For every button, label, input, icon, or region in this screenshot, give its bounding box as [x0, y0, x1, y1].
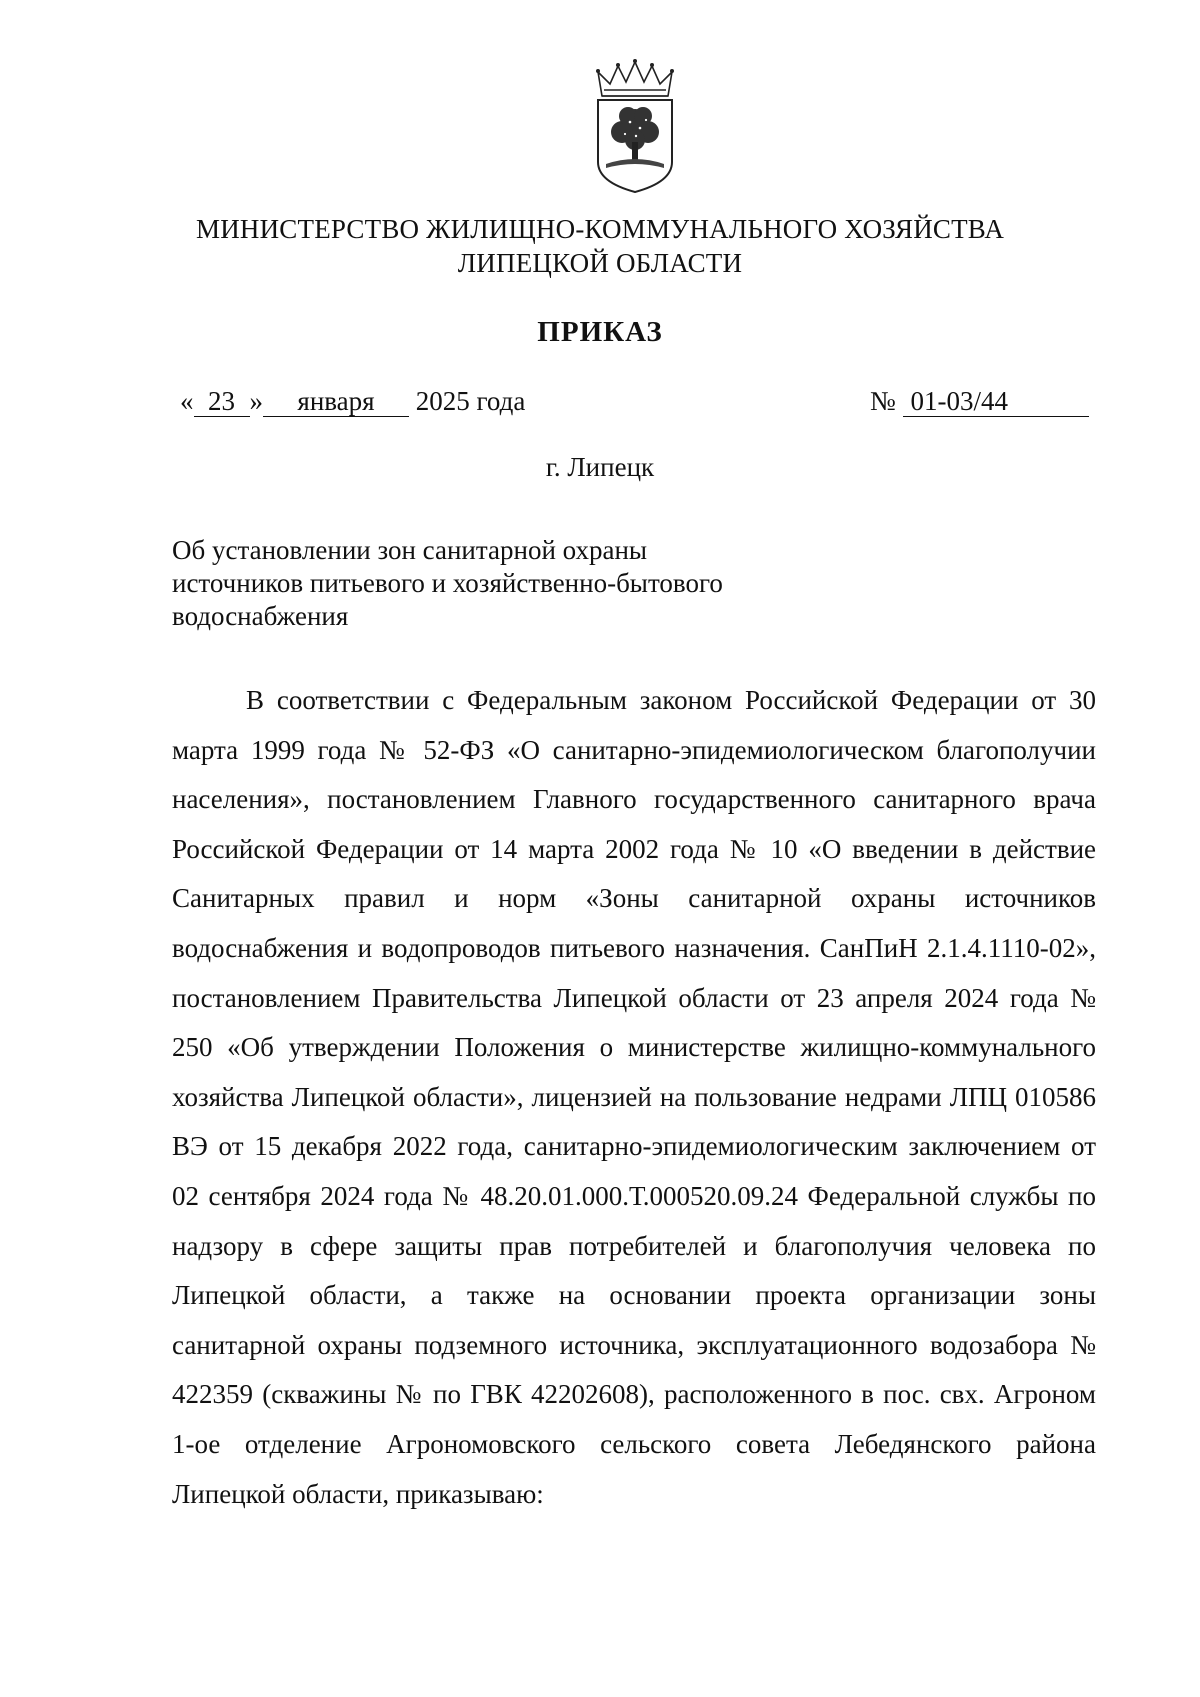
order-date [180, 384, 525, 418]
order-subject [172, 534, 792, 633]
order-number [870, 384, 1089, 418]
date-day: 23 [194, 386, 250, 417]
date-close-quote: » [249, 386, 263, 416]
ministry-name [150, 212, 1050, 280]
number-value: 01-03/44 [903, 386, 1089, 417]
document-type-title: ПРИКАЗ [537, 316, 663, 348]
subject-line3: водоснабжения [172, 601, 349, 631]
subject-line1: Об установлении зон санитарной охраны [172, 535, 648, 565]
date-year: 2025 года [415, 386, 526, 416]
date-month: января [263, 386, 409, 417]
ministry-name-line1: МИНИСТЕРСТВО ЖИЛИЩНО-КОММУНАЛЬНОГО ХОЗЯЙСТВА [195, 214, 1005, 244]
subject-line2: источников питьевого и хозяйственно-бытового [172, 568, 723, 598]
coat-of-arms-icon [592, 58, 678, 196]
order-body-paragraph: В соответствии с Федеральным законом Российской Федерации от 30 марта 1999 года № 52-ФЗ «О санитарно-эпидемиологическом благополучии населения», постановлением Главного государственного санитарного врача Российской Федерации от 14 марта 2002 года № 10 «О введении в действие Санитарных правил и норм «Зоны санитарной охраны источников водоснабжения и водопроводов питьевого назначения. СанПиН 2.1.4.1110-02», постановлением Правительства Липецкой области от 23 апреля 2024 года № 250 «Об утверждении Положения о министерстве жилищно-коммунального хозяйства Липецкой области», лицензией на пользование недрами ЛПЦ 010586 ВЭ от 15 декабря 2022 года, санитарно-эпидемиологическим заключением от 02 сентября 2024 года № 48.20.01.000.Т.000520.09.24 Федеральной службы по надзору в сфере защиты прав потребителей и благополучия человека по Липецкой области, а также на основании проекта организации зоны санитарной охраны подземного источника, эксплуатационного водозабора № 422359 (скважины № по ГВК 42202608), расположенного в пос. свх. Агроном 1-ое отделение Агрономовского сельского совета Лебедянского района Липецкой области, приказываю: [172, 685, 1096, 1509]
city: г. Липецк [545, 452, 655, 482]
number-sign: № [870, 386, 896, 416]
date-open-quote: « [180, 386, 194, 416]
ministry-name-line2: ЛИПЕЦКОЙ ОБЛАСТИ [457, 248, 743, 278]
